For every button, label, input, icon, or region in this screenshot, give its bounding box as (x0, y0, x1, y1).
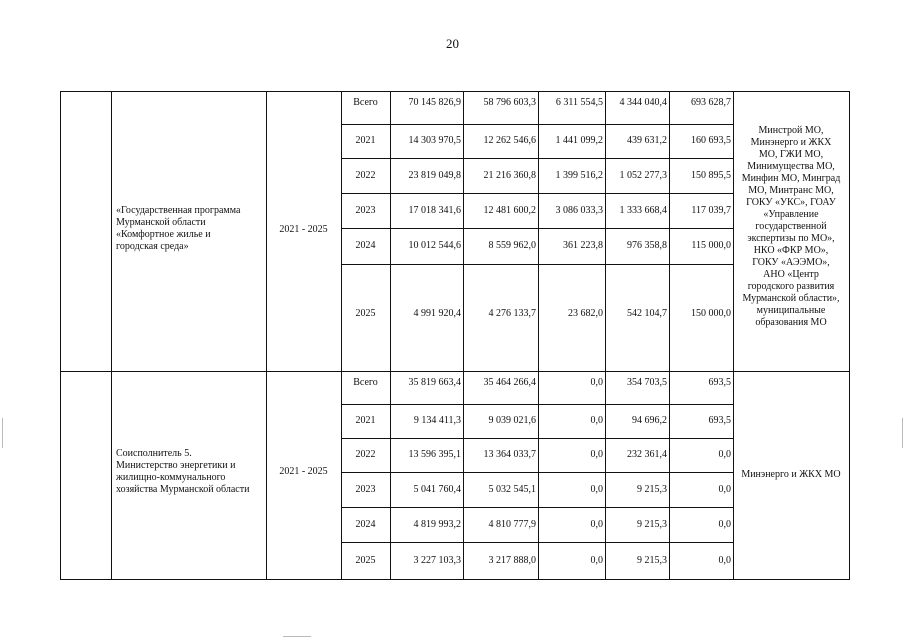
program-name-line: Министерство энергетики и (116, 460, 236, 471)
amount-cell: 0,0 (718, 555, 731, 566)
amount-cell: 9 215,3 (637, 484, 667, 495)
year-cell: 2021 (355, 415, 376, 426)
year-cell: 2025 (355, 555, 376, 566)
program-name-line: «Государственная программа (116, 205, 241, 216)
amount-cell: 4 810 777,9 (488, 519, 536, 530)
amount-cell: 693,5 (708, 377, 731, 388)
amount-cell: 361 223,8 (563, 240, 603, 251)
executor-line: муниципальные (756, 305, 826, 316)
amount-cell: 4 991 920,4 (413, 308, 461, 319)
executor-line: «Управление (763, 209, 819, 220)
amount-cell: 693,5 (708, 415, 731, 426)
year-cell: 2021 (355, 135, 376, 146)
amount-cell: 0,0 (718, 484, 731, 495)
executor-line: Минфин МО, Минград (741, 173, 841, 184)
program-name-line: хозяйства Мурманской области (116, 484, 250, 495)
executor-line: АНО «Центр (763, 269, 819, 280)
amount-cell: 439 631,2 (627, 135, 667, 146)
amount-cell: 35 819 663,4 (408, 377, 461, 388)
amount-cell: 150 000,0 (691, 308, 731, 319)
year-cell: 2024 (355, 519, 376, 530)
amount-cell: 117 039,7 (691, 205, 731, 216)
executor-line: образования МО (755, 317, 827, 328)
page-number: 20 (446, 36, 459, 51)
year-cell: 2024 (355, 240, 376, 251)
executor-line: городского развития (747, 281, 835, 292)
amount-cell: 976 358,8 (627, 240, 667, 251)
period-cell: 2021 - 2025 (279, 466, 328, 477)
program-name-line: «Комфортное жилье и (116, 229, 211, 240)
row-rule (341, 542, 734, 543)
amount-cell: 70 145 826,9 (408, 97, 461, 108)
amount-cell: 10 012 544,6 (408, 240, 461, 251)
amount-cell: 9 215,3 (637, 519, 667, 530)
amount-cell: 3 086 033,3 (555, 205, 603, 216)
period-cell: 2021 - 2025 (279, 224, 328, 235)
executor-line: ГОКУ «УКС», ГОАУ (746, 197, 836, 208)
amount-cell: 0,0 (590, 415, 603, 426)
amount-cell: 0,0 (718, 519, 731, 530)
amount-cell: 6 311 554,5 (555, 97, 603, 108)
year-cell: Всего (353, 377, 378, 388)
amount-cell: 1 399 516,2 (555, 170, 603, 181)
amount-cell: 0,0 (590, 484, 603, 495)
amount-cell: 5 041 760,4 (413, 484, 461, 495)
amount-cell: 0,0 (590, 519, 603, 530)
amount-cell: 693 628,7 (691, 97, 731, 108)
amount-cell: 23 819 049,8 (408, 170, 461, 181)
row-rule (60, 371, 850, 372)
scan-edge-mark (283, 636, 311, 637)
year-cell: 2022 (355, 170, 376, 181)
amount-cell: 354 703,5 (627, 377, 667, 388)
amount-cell: 21 216 360,8 (483, 170, 536, 181)
amount-cell: 4 819 993,2 (413, 519, 461, 530)
executor-line: государственной (755, 221, 827, 232)
amount-cell: 9 039 021,6 (488, 415, 536, 426)
amount-cell: 8 559 962,0 (488, 240, 536, 251)
amount-cell: 3 217 888,0 (488, 555, 536, 566)
executor-line: МО, ГЖИ МО, (758, 149, 824, 160)
row-rule (341, 228, 734, 229)
amount-cell: 9 134 411,3 (413, 415, 461, 426)
amount-cell: 12 481 600,2 (483, 205, 536, 216)
scan-edge-mark (902, 418, 903, 448)
column-rule (849, 91, 850, 580)
amount-cell: 115 000,0 (691, 240, 731, 251)
year-cell: 2023 (355, 484, 376, 495)
program-name-line: городская среда» (116, 241, 189, 252)
amount-cell: 23 682,0 (568, 308, 603, 319)
executor-cell: Минэнерго и ЖКХ МО (741, 469, 841, 480)
program-name-line: жилищно-коммунального (116, 472, 226, 483)
amount-cell: 14 303 970,5 (408, 135, 461, 146)
row-rule (341, 404, 734, 405)
program-name-line: Мурманской области (116, 217, 206, 228)
row-rule (341, 264, 734, 265)
executor-line: ГОКУ «АЭЭМО», (752, 257, 830, 268)
row-rule (341, 438, 734, 439)
amount-cell: 94 696,2 (632, 415, 667, 426)
row-rule (341, 158, 734, 159)
row-rule (341, 193, 734, 194)
column-rule (60, 91, 61, 580)
amount-cell: 5 032 545,1 (488, 484, 536, 495)
year-cell: Всего (353, 97, 378, 108)
year-cell: 2023 (355, 205, 376, 216)
amount-cell: 4 344 040,4 (619, 97, 667, 108)
executor-line: Минэнерго и ЖКХ (750, 137, 832, 148)
row-rule (341, 472, 734, 473)
amount-cell: 13 596 395,1 (408, 449, 461, 460)
amount-cell: 160 693,5 (691, 135, 731, 146)
scan-edge-mark (2, 418, 3, 448)
amount-cell: 1 052 277,3 (619, 170, 667, 181)
amount-cell: 1 441 099,2 (555, 135, 603, 146)
executor-line: Минстрой МО, (758, 125, 824, 136)
amount-cell: 232 361,4 (627, 449, 667, 460)
row-rule (341, 124, 734, 125)
amount-cell: 35 464 266,4 (483, 377, 536, 388)
year-cell: 2025 (355, 308, 376, 319)
amount-cell: 13 364 033,7 (483, 449, 536, 460)
executor-line: Минимущества МО, (747, 161, 835, 172)
amount-cell: 0,0 (590, 555, 603, 566)
executor-line: НКО «ФКР МО», (753, 245, 829, 256)
row-rule (341, 507, 734, 508)
program-name-line: Соисполнитель 5. (116, 448, 192, 459)
amount-cell: 58 796 603,3 (483, 97, 536, 108)
column-rule (266, 91, 267, 580)
amount-cell: 0,0 (718, 449, 731, 460)
amount-cell: 1 333 668,4 (619, 205, 667, 216)
amount-cell: 17 018 341,6 (408, 205, 461, 216)
amount-cell: 0,0 (590, 449, 603, 460)
amount-cell: 542 104,7 (627, 308, 667, 319)
amount-cell: 12 262 546,6 (483, 135, 536, 146)
amount-cell: 150 895,5 (691, 170, 731, 181)
row-rule (60, 579, 850, 580)
amount-cell: 0,0 (590, 377, 603, 388)
executor-line: Мурманской области», (742, 293, 840, 304)
column-rule (111, 91, 112, 580)
amount-cell: 4 276 133,7 (488, 308, 536, 319)
row-rule (60, 91, 850, 92)
year-cell: 2022 (355, 449, 376, 460)
amount-cell: 3 227 103,3 (413, 555, 461, 566)
executor-line: МО, Минтранс МО, (748, 185, 834, 196)
executor-line: экспертизы по МО», (747, 233, 835, 244)
amount-cell: 9 215,3 (637, 555, 667, 566)
